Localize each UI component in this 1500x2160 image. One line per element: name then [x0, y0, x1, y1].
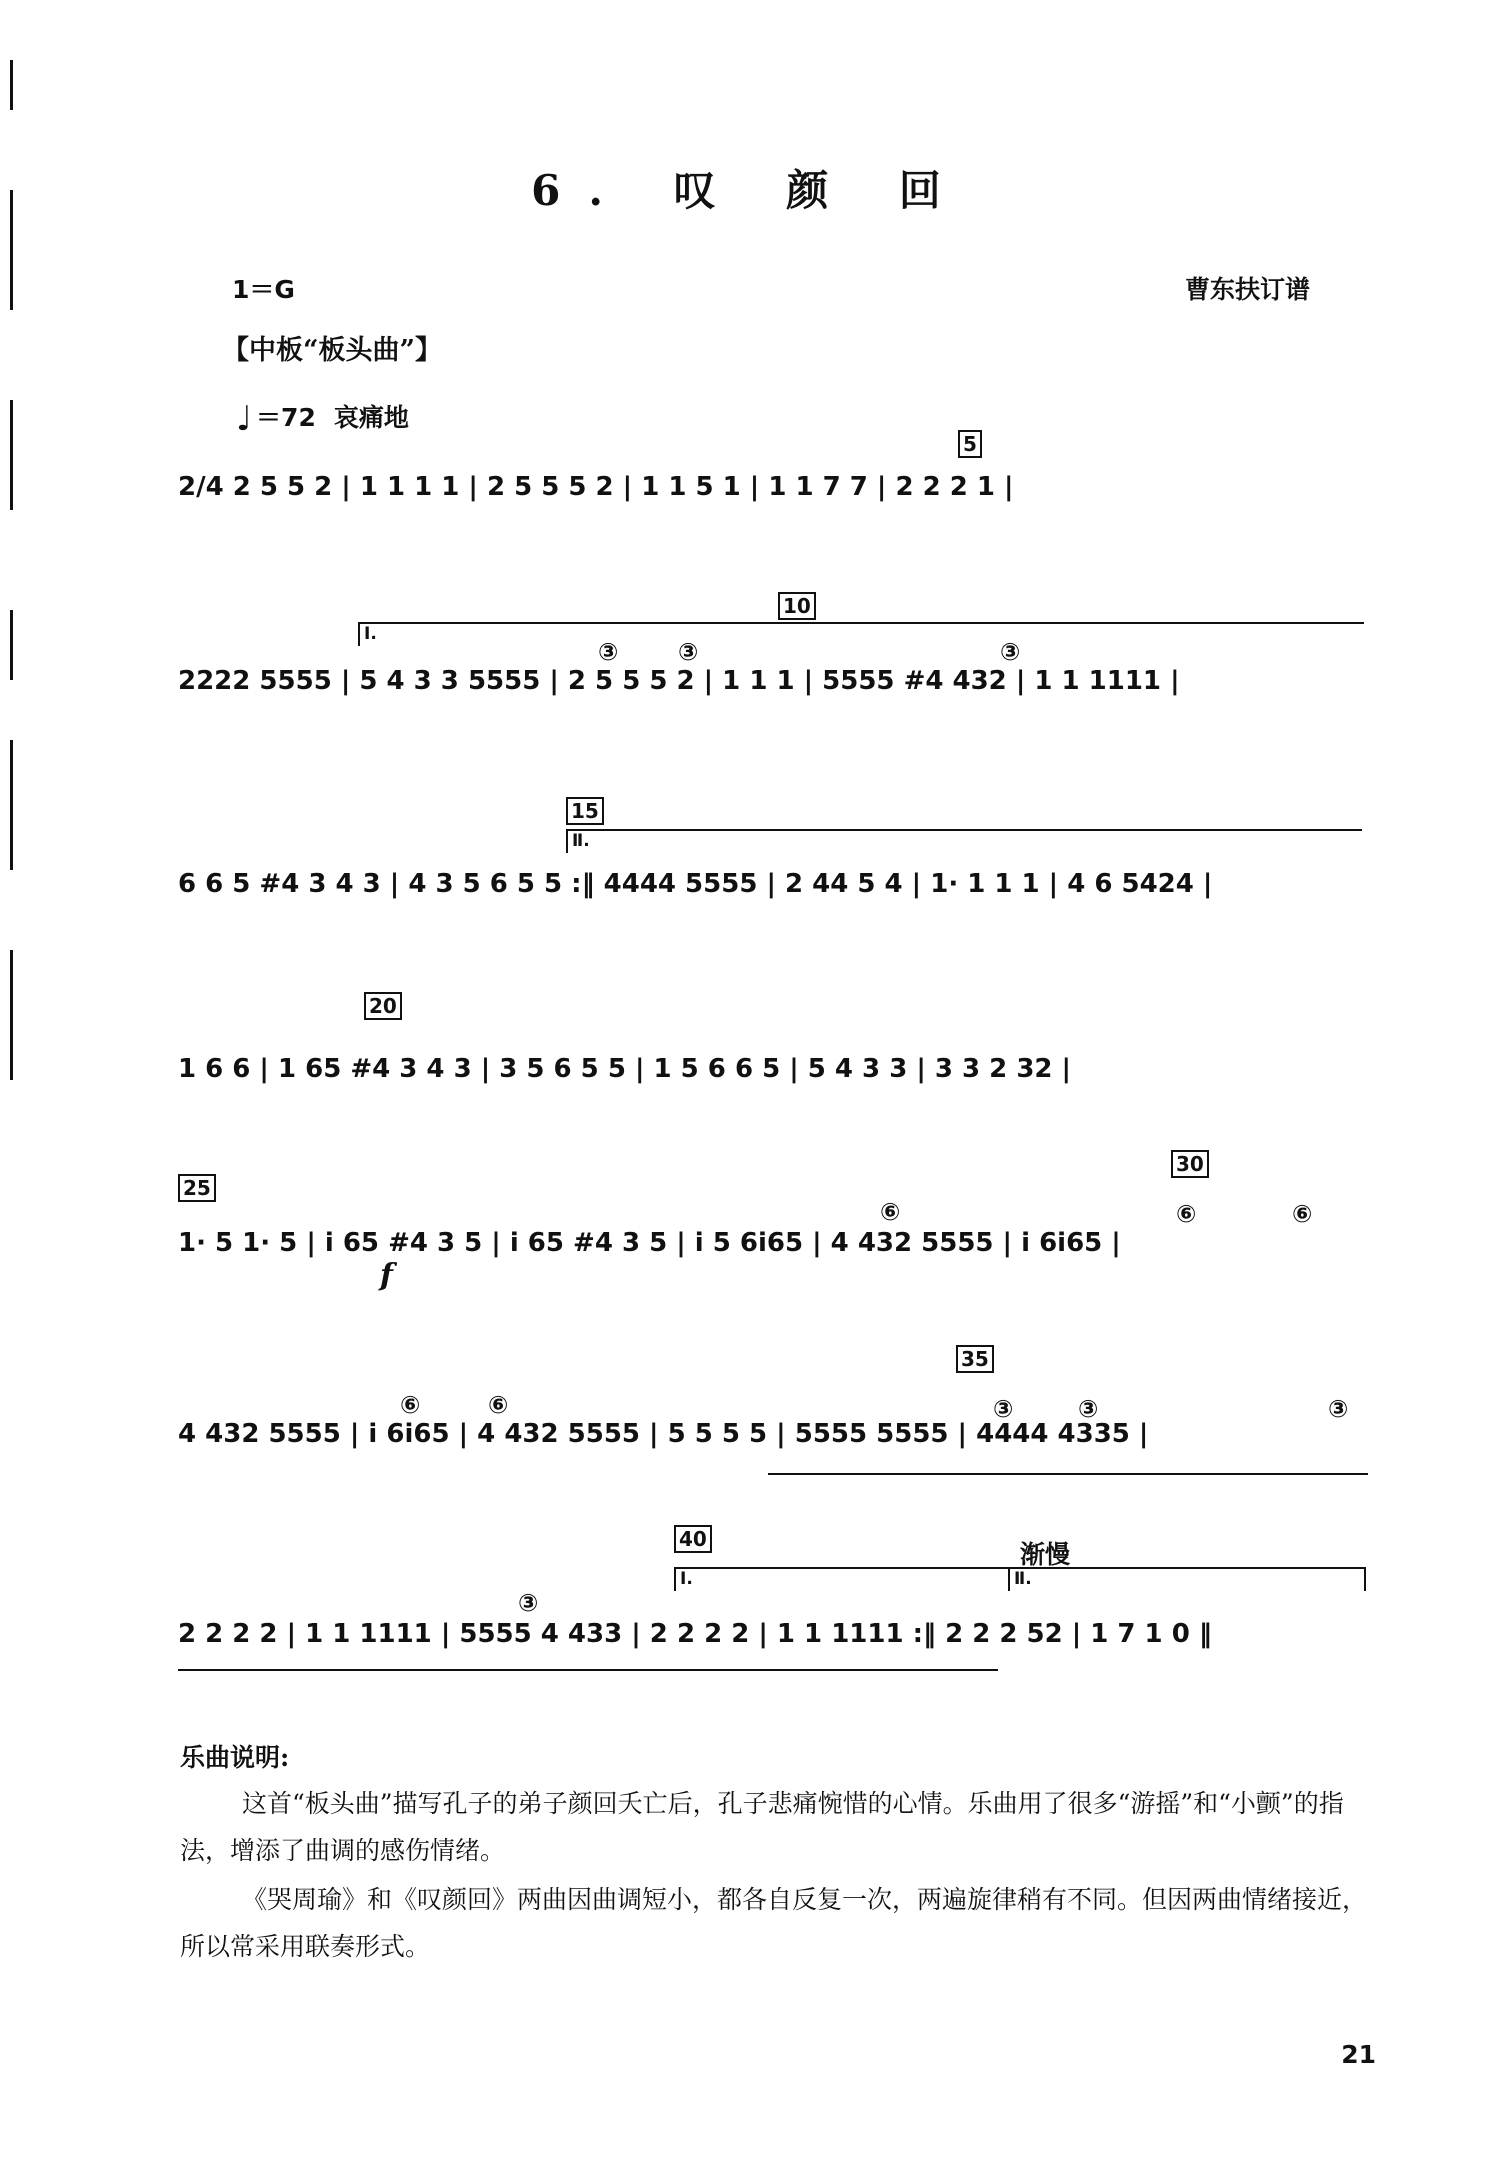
- staff-line-7: [178, 1525, 1376, 1685]
- string-marker-6: ⑥: [400, 1391, 421, 1419]
- staff-line-5: [178, 1150, 1376, 1293]
- string-marker-3: ③: [1000, 638, 1021, 666]
- string-marker-3: ③: [678, 638, 699, 666]
- arranger: 曹东扶订谱: [1184, 275, 1310, 304]
- volta-2-bracket: Ⅱ.: [566, 829, 1362, 853]
- measure-label-30: 30: [1171, 1150, 1209, 1178]
- notation-line-1: 2/4 2 5 5 2 | 1 1 1 1 | 2 5 5 5 2 | 1 1 5 1 | 1 1 7 7 | 2 2 2 1 |: [178, 472, 1014, 502]
- hairpin-line: [178, 1669, 998, 1671]
- section-heading: 【中板“板头曲”】: [222, 335, 443, 366]
- page-title: 6. 叹 颜 回: [531, 166, 969, 215]
- string-marker-3: ③: [1078, 1395, 1099, 1423]
- binding-mark: [10, 610, 13, 680]
- measure-label-25: 25: [178, 1174, 216, 1202]
- string-marker-3: ③: [598, 638, 619, 666]
- notation-line-6: 4 432 5555 | i 6i65 | 4 432 5555 | 5 5 5 5 | 5555 5555 | 4444 4335 |: [178, 1419, 1149, 1449]
- staff-line-1: [178, 430, 1376, 520]
- string-marker-6: ⑥: [1292, 1200, 1313, 1228]
- binding-mark: [10, 740, 13, 870]
- notation-line-3: 6 6 5 #4 3 4 3 | 4 3 5 6 5 5 :‖ 4444 5555 | 2 44 5 4 | 1· 1 1 1 | 4 6 5424 |: [178, 869, 1213, 899]
- ritardando-marking: 渐慢: [1020, 1540, 1071, 1569]
- page-number: 21: [1341, 2040, 1376, 2069]
- string-marker-6: ⑥: [488, 1391, 509, 1419]
- notation-line-5: 1· 5 1· 5 | i 65 #4 3 5 | i 65 #4 3 5 | i 5 6i65 | 4 432 5555 | i 6i65 |: [178, 1228, 1121, 1258]
- measure-label-40: 40: [674, 1525, 712, 1553]
- explanation-heading: 乐曲说明:: [180, 1743, 290, 1772]
- string-marker-6: ⑥: [880, 1198, 901, 1226]
- binding-mark: [10, 60, 13, 110]
- measure-label-15: 15: [566, 797, 604, 825]
- volta-2-bracket: Ⅱ.: [1008, 1567, 1366, 1591]
- quarter-note-icon: ♩: [236, 399, 253, 439]
- explanation-paragraph-1: 这首“板头曲”描写孔子的弟子颜回夭亡后，孔子悲痛惋惜的心情。乐曲用了很多“游摇”和“小颤”的指法，增添了曲调的感伤情绪。: [180, 1789, 1344, 1865]
- key-signature: 1＝G: [232, 275, 295, 304]
- measure-label-35: 35: [956, 1345, 994, 1373]
- notation-line-4: 1 6 6 | 1 65 #4 3 4 3 | 3 5 6 5 5 | 1 5 6 6 5 | 5 4 3 3 | 3 3 2 32 |: [178, 1054, 1072, 1084]
- dynamic-forte: f: [380, 1258, 393, 1293]
- measure-label-10: 10: [778, 592, 816, 620]
- explanation-paragraph-2: 《哭周瑜》和《叹颜回》两曲因曲调短小，都各自反复一次，两遍旋律稍有不同。但因两曲情绪接近，所以常采用联奏形式。: [180, 1885, 1368, 1961]
- string-marker-3: ③: [1328, 1395, 1349, 1423]
- string-marker-6: ⑥: [1176, 1200, 1197, 1228]
- measure-label-20: 20: [364, 992, 402, 1020]
- tempo-mood: 哀痛地: [333, 403, 409, 432]
- staff-line-6: [178, 1345, 1376, 1485]
- notation-line-2: 2222 5555 | 5 4 3 3 5555 | 2 5 5 5 2 | 1 1 1 | 5555 #4 432 | 1 1 1111 |: [178, 666, 1180, 696]
- staff-line-3: [178, 795, 1376, 905]
- hairpin-line: [768, 1473, 1368, 1475]
- binding-mark: [10, 950, 13, 1080]
- notation-line-7: 2 2 2 2 | 1 1 1111 | 5555 4 433 | 2 2 2 2 | 1 1 1111 :‖ 2 2 2 52 | 1 7 1 0 ‖: [178, 1619, 1212, 1649]
- staff-line-2: [178, 590, 1376, 700]
- measure-label-5: 5: [958, 430, 982, 458]
- tempo-bpm: ＝72: [256, 403, 316, 432]
- string-marker-3: ③: [518, 1589, 539, 1617]
- volta-1-bracket: Ⅰ.: [358, 622, 1364, 646]
- staff-line-4: [178, 992, 1376, 1102]
- binding-mark: [10, 400, 13, 510]
- volta-1-bracket: Ⅰ.: [674, 1567, 1200, 1591]
- string-marker-3: ③: [993, 1395, 1014, 1423]
